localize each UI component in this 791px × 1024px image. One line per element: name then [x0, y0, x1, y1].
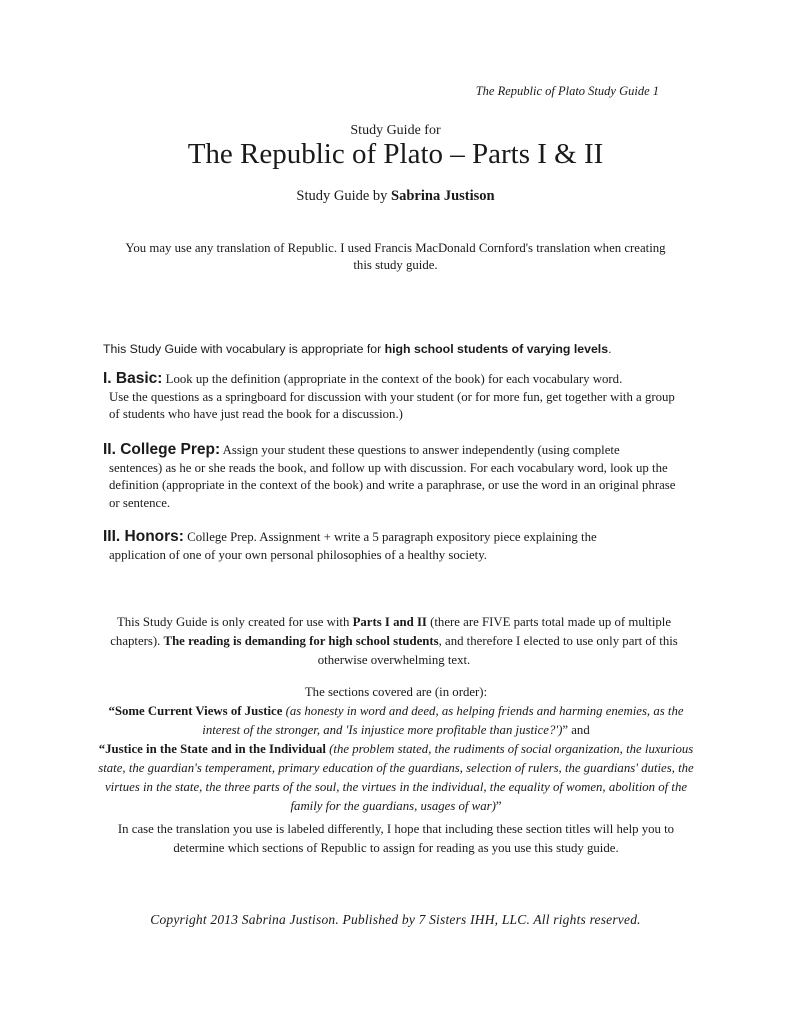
level-basic-first-line: Look up the definition (appropriate in the context of the book) for each vocabulary word.: [162, 372, 623, 386]
level-honors: [103, 528, 683, 564]
byline: [0, 188, 791, 205]
parts-note-p1: This Study Guide is only created for use with: [116, 615, 353, 629]
parts-note: [110, 613, 678, 670]
title-kicker: Study Guide for: [350, 123, 441, 138]
level-college-prep: [103, 441, 683, 512]
level-basic-body: Use the questions as a springboard for discussion with your student (or for more fun, get together with a group of students who have just read the book for a discussion.): [109, 389, 675, 421]
running-header: The Republic of Plato Study Guide 1: [475, 84, 659, 98]
author-name: Sabrina Justison: [391, 188, 495, 204]
copyright-footer: Copyright 2013 Sabrina Justison. Published by 7 Sisters IHH, LLC. All rights reserved.: [150, 912, 641, 927]
level-honors-first-line: College Prep. Assignment + write a 5 paragraph expository piece explaining the: [183, 530, 597, 544]
section-1-topics: (as honesty in word and deed, as helping friends and harming enemies, as the interest of the stronger, and 'Is injustice more profitable than justice?'): [202, 704, 684, 737]
sections-intro: The sections covered are (in order):: [304, 685, 488, 699]
level-honors-body: application of one of your own personal philosophies of a healthy society.: [109, 547, 488, 562]
levels-intro-bold: high school students of varying levels: [384, 342, 609, 356]
level-basic-label: I. Basic:: [103, 370, 163, 387]
parts-note-b2: The reading is demanding for high school students: [163, 634, 439, 648]
section-1-end: ” and: [562, 723, 590, 737]
parts-note-p3: , and therefore I elected to use only part of this otherwise overwhelming text.: [317, 634, 678, 667]
section-1-title: “Some Current Views of Justice: [108, 704, 283, 718]
translation-note: You may use any translation of Republic. I used Francis MacDonald Cornford's translation when creating this study guide.: [125, 241, 666, 272]
section-2-end: ”: [495, 799, 502, 813]
section-2: [97, 740, 695, 816]
section-2-title: “Justice in the State and in the Individual: [98, 742, 326, 756]
levels-intro-text: This Study Guide with vocabulary is appropriate for: [103, 342, 385, 356]
section-1: [97, 702, 695, 740]
closing-note: In case the translation you use is labeled differently, I hope that including these section titles will help you to determine which sections of Republic to assign for reading as you use this study guide.: [117, 822, 675, 855]
level-honors-label: III. Honors:: [103, 528, 184, 545]
byline-prefix: Study Guide by: [296, 188, 392, 204]
levels-intro: [103, 342, 703, 356]
sections-covered: [97, 683, 695, 816]
levels-intro-end: .: [608, 342, 612, 356]
parts-note-p2: (there are FIVE parts total made up of multiple chapters).: [110, 615, 672, 648]
parts-note-b1: Parts I and II: [352, 615, 427, 629]
section-2-topics: (the problem stated, the rudiments of social organization, the luxurious state, the guardian's temperament, primary education of the guardians, selection of rulers, the guardians' duties, the virtues in the state, the three parts of the soul, the virtues in the individual, the equality of women, abolition of the family for the guardians, usages of war): [98, 742, 694, 813]
level-college-prep-body: sentences) as he or she reads the book, and follow up with discussion. For each vocabulary word, look up the definition (appropriate in the context of the book) and write a paraphrase, or use the word in an original phrase or sentence.: [109, 460, 676, 510]
level-college-prep-first-line: Assign your student these questions to answer independently (using complete: [220, 443, 620, 457]
level-college-prep-label: II. College Prep:: [103, 441, 221, 458]
document-title: The Republic of Plato – Parts I & II: [187, 138, 604, 170]
level-basic: [103, 370, 683, 424]
